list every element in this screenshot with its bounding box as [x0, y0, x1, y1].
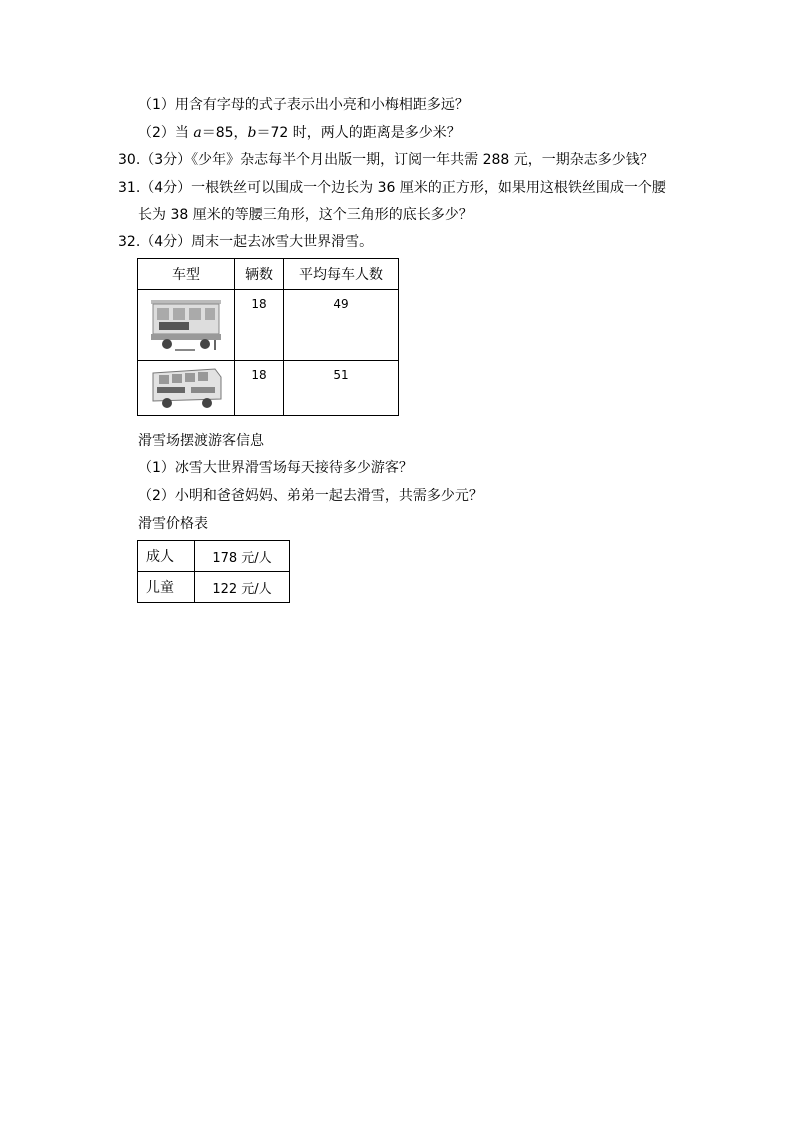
variable-a: a	[193, 125, 202, 141]
question-32-stem: 32.（4分）周末一起去冰雪大世界滑雪。	[118, 234, 374, 250]
price-type: 成人	[138, 541, 195, 572]
q32-sub2: （2）小明和爸爸妈妈、弟弟一起去滑雪，共需多少元？	[138, 488, 483, 504]
table-row	[138, 290, 399, 361]
price-table-caption: 滑雪价格表	[138, 516, 208, 532]
price-value: 178 元/人	[195, 541, 290, 572]
q29-sub2-prefix: （2）当	[138, 125, 194, 141]
coach-bus-icon	[145, 363, 227, 415]
vehicle-avg: 49	[284, 290, 399, 361]
price-value: 122 元/人	[195, 572, 290, 603]
vehicle-table-header	[138, 259, 399, 290]
variable-b: b	[247, 125, 257, 141]
vehicle-avg: 51	[284, 361, 399, 416]
question-31-line1: 31.（4分）一根铁丝可以围成一个边长为 36 厘米的正方形，如果用这根铁丝围成一个腰	[118, 180, 666, 196]
q29-sub2-mid2: ＝72 时，两人的距离是多少米？	[256, 125, 461, 141]
q32-sub1: （1）冰雪大世界滑雪场每天接待多少游客？	[138, 460, 413, 476]
table-row	[138, 572, 290, 603]
table-row	[138, 361, 399, 416]
header-avg-per-vehicle: 平均每车人数	[284, 259, 399, 290]
q29-sub2-mid1: ＝85，	[201, 125, 248, 141]
question-31-line2: 长为 38 厘米的等腰三角形，这个三角形的底长多少？	[138, 207, 473, 223]
vehicle-count: 18	[235, 290, 284, 361]
bus-icon	[145, 292, 227, 358]
price-table	[137, 540, 290, 603]
question-30: 30.（3分）《少年》杂志每半个月出版一期，订阅一年共需 288 元，一期杂志多少钱？	[118, 152, 654, 168]
vehicle-image-cell	[138, 290, 235, 361]
vehicle-table-caption: 滑雪场摆渡游客信息	[138, 433, 264, 449]
price-type: 儿童	[138, 572, 195, 603]
vehicle-count: 18	[235, 361, 284, 416]
vehicle-table	[137, 258, 399, 416]
vehicle-image-cell	[138, 361, 235, 416]
q29-sub1: （1）用含有字母的式子表示出小亮和小梅相距多远？	[138, 97, 469, 113]
q29-sub2	[138, 123, 461, 143]
header-vehicle-count: 辆数	[235, 259, 284, 290]
header-vehicle-type: 车型	[138, 259, 235, 290]
table-row	[138, 541, 290, 572]
